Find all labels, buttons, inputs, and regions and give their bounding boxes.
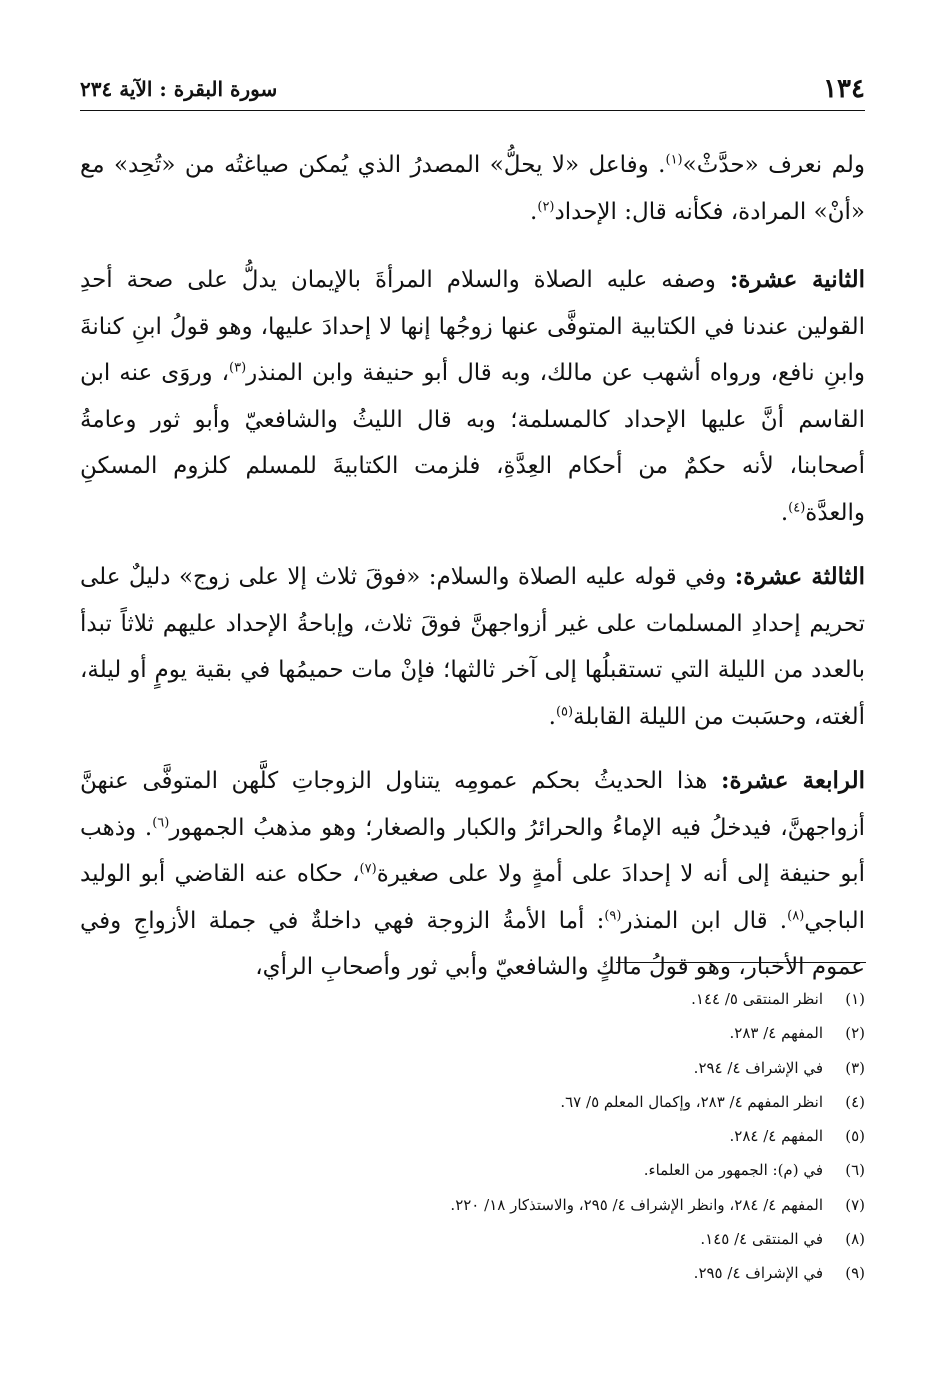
footnote-text: في الإشراف ٤/ ٢٩٤. [693,1058,823,1077]
footnote-ref[interactable]: (٥) [555,703,574,719]
footnote-text: المفهم ٤/ ٢٨٤، وانظر الإشراف ٤/ ٢٩٥، والاستذكار ١٨/ ٢٢٠. [450,1195,823,1214]
text-run: . [530,198,538,225]
footnote-item [80,982,865,1016]
footnote-ref[interactable]: (٨) [787,907,805,923]
section-heading: الرابعة عشرة: [720,767,865,794]
text-run: . وفاعل «لا يحلُّ» المصدرُ الذي يُمكن صياغتُه من «تُحِد» مع «أنْ» المرادة، فكأنه قال: الإحداد [80,152,865,225]
section-heading: الثانية عشرة: [729,266,865,293]
footnote-item [80,1119,865,1153]
footnote-ref[interactable]: (٧) [359,861,377,877]
text-run: : أما الأمةُ الزوجة فهي داخلةٌ في جملة الأزواجِ وفي عموم الأخبار، وهو قولُ مالكٍ والشافعيّ وأبي ثور وأصحابِ الرأي، [80,907,865,980]
footnote-ref[interactable]: (٩) [604,907,622,923]
footnote-number: (٨) [845,1230,865,1249]
footnote-number: (٧) [845,1195,865,1214]
footnote-divider [616,962,866,963]
text-run: ، حكاه عنه القاضي أبو الوليد الباجي [80,861,865,934]
footnote-item [80,1085,865,1119]
footnote-text: المفهم ٤/ ٢٨٣. [729,1024,823,1043]
footnote-number: (٩) [845,1264,865,1283]
footnote-number: (٦) [845,1161,865,1180]
text-run: هذا الحديثُ بحكم عمومِه يتناول الزوجاتِ كلَّهن المتوفَّى عنهنَّ أزواجهنَّ، فيدخلُ فيه الإماءُ والحرائرُ والكبار والصغار؛ وهو مذهبُ الجمهور [80,768,866,841]
footnote-ref[interactable]: (٤) [788,499,806,515]
footnote-item [80,1153,865,1187]
page-number: ١٣٤ [823,74,865,104]
footnote-text: في (م): الجمهور من العلماء. [643,1161,823,1180]
running-title: سورة البقرة : الآية ٢٣٤ [80,77,278,101]
footnote-text: في الإشراف ٤/ ٢٩٥. [693,1264,823,1283]
footnote-number: (٤) [845,1092,865,1111]
text-run: وفي قوله عليه الصلاة والسلام: «فوقَ ثلاث إلا على زوج» دليلٌ على تحريم إحدادِ المسلمات على غير أزواجهنَّ فوقَ ثلاث، وإباحةُ الإحداد عليهم ثلاثاً تبدأ بالعدد من الليلة التي تستقبلُها إلى آخر ثالثها؛ فإنْ مات حميمُها في بقية يومٍ أو ليلة، ألغته، وحسَبت من الليلة القابلة [80,564,865,730]
text-run: . قال ابن المنذر [621,907,788,934]
footnote-ref[interactable]: (٦) [152,814,170,830]
footnote-item [80,1256,865,1290]
footnote-ref[interactable]: (١) [665,152,683,168]
footnote-text: انظر المفهم ٤/ ٢٨٣، وإكمال المعلم ٥/ ٦٧. [560,1092,823,1111]
text-run: . [548,703,556,730]
footnote-text: انظر المنتقى ٥/ ١٤٤. [691,990,823,1008]
text-run: وصفه عليه الصلاة والسلام المرأةَ بالإيمان يدلُّ على صحة أحدِ القولين عندنا في الكتابية المتوفَّى عنها زوجُها إنها لا إحدادَ عليها، وهو قولُ ابنِ كنانةَ وابنِ نافع، ورواه أشهب عن مالك، وبه قال أبو حنيفة وابن المنذر [80,267,865,386]
paragraph-twelfth [80,257,865,536]
text-run: ولم نعرف «حدَّثْ» [682,152,865,178]
paragraph-intro [80,142,865,235]
section-heading: الثالثة عشرة: [734,563,865,590]
footnote-number: (٣) [845,1058,865,1077]
footnote-text: المفهم ٤/ ٢٨٤. [729,1127,823,1146]
text-run: . [780,499,789,526]
footnote-number: (١) [845,990,865,1008]
text-run: . وذهب أبو حنيفة إلى أنه لا إحدادَ على أمةٍ ولا على صغيرة [80,814,865,887]
footnotes [80,982,865,1291]
footnote-item [80,1016,865,1050]
page-header [80,70,865,108]
header-divider [80,110,865,111]
footnote-item [80,1188,865,1222]
footnote-ref[interactable]: (٣) [229,360,247,376]
footnote-text: في المنتقى ٤/ ١٤٥. [700,1230,823,1249]
footnote-ref[interactable]: (٢) [537,198,555,214]
footnote-number: (٢) [845,1024,865,1043]
footnote-item [80,1222,865,1256]
paragraph-fourteenth [80,758,865,991]
text-run: ، وروَى عنه ابن القاسم أنَّ عليها الإحداد كالمسلمة؛ وبه قال الليثُ والشافعيّ وأبو ثور وعامةُ أصحابنا، لأنه حكمٌ من أحكام العِدَّةِ، فلزمت الكتابيةَ للمسلم كلزوم المسكنِ والعدَّة [80,360,865,526]
paragraph-thirteenth [80,554,865,740]
main-text [80,142,865,1009]
footnote-item [80,1051,865,1085]
footnote-number: (٥) [845,1127,865,1146]
